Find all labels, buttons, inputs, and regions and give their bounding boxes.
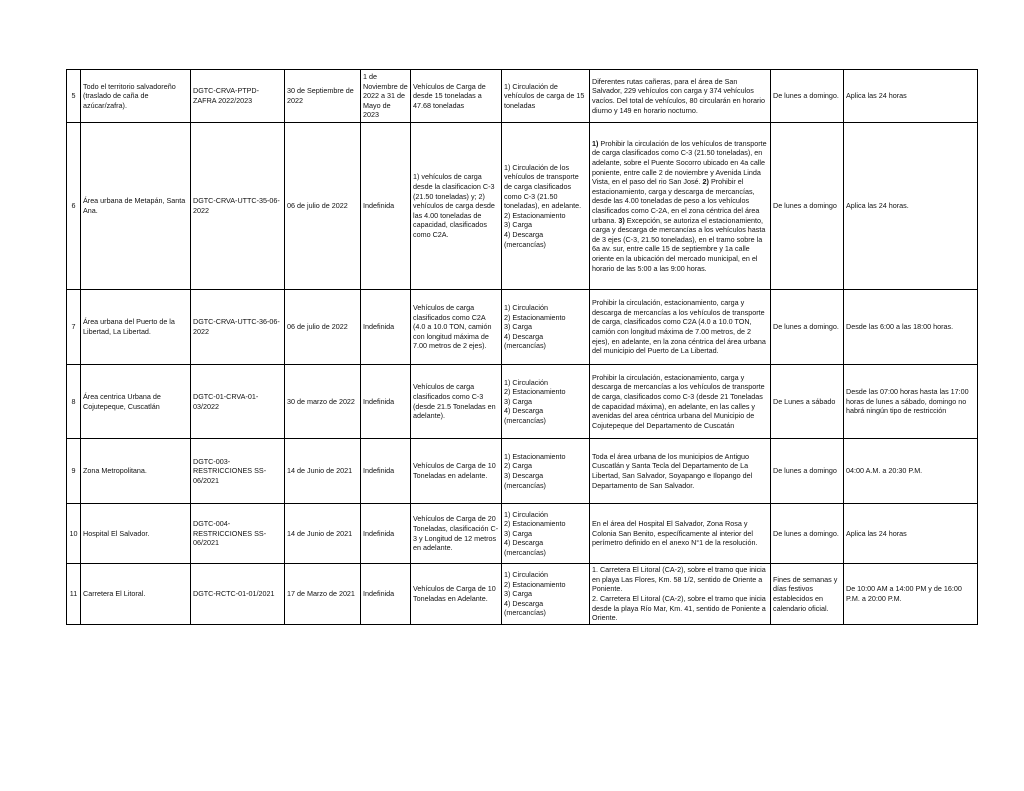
row-number: 11 [67,564,81,625]
validity-cell: Indefinida [361,123,411,290]
validity-cell: 1 de Noviembre de 2022 a 31 de Mayo de 2023 [361,70,411,123]
table-row [67,290,978,365]
days-cell: De lunes a domingo. [771,290,844,365]
schedule-cell: 04:00 A.M. a 20:30 P.M. [844,439,978,504]
restriction-cell: 1) Circulación 2) Estacionamiento 3) Carga 4) Descarga (mercancías) [502,564,590,625]
vehicles-cell: Vehículos de carga clasificados como C-3 (desde 21.5 Toneladas en adelante). [411,365,502,439]
row-number: 10 [67,504,81,564]
detail-cell [590,123,771,290]
zone-cell: Todo el territorio salvadoreño (traslado de caña de azúcar/zafra). [81,70,191,123]
restrictions-table [66,69,978,625]
resolution-cell: DGTC-003-RESTRICCIONES SS-06/2021 [191,439,285,504]
resolution-cell: DGTC-CRVA-UTTC-35-06-2022 [191,123,285,290]
table-row [67,365,978,439]
detail-item-text: Prohibir el estacionamiento, carga y descarga de mercancías, desde las 4.00 toneladas de peso a los vehículos clasificados como C-2A, en el zona céntrica del área urbana. [592,177,760,225]
row-number: 7 [67,290,81,365]
validity-cell: Indefinida [361,439,411,504]
days-cell: Fines de semanas y días festivos establecidos en calendario oficial. [771,564,844,625]
detail-cell: Prohibir la circulación, estacionamiento, carga y descarga de mercancías a los vehículos de transporte de carga, clasificados como C-3 (desde 21 Toneladas de capacidad máxima), en adelante, en las calles y avenidas del area céntrica urbana del Municipio de Cojutepeque del Departamento de Cuscatán [590,365,771,439]
validity-cell: Indefinida [361,504,411,564]
days-cell: De Lunes a sábado [771,365,844,439]
zone-cell: Zona Metropolitana. [81,439,191,504]
row-number: 8 [67,365,81,439]
detail-cell: 1. Carretera El Litoral (CA-2), sobre el tramo que inicia en playa Las Flores, Km. 58 1/2, sentido de Oriente a Poniente. 2. Carretera El Litoral (CA-2), sobre el tramo que inicia desde la playa Río Mar, Km. 41, sentido de Poniente a Oriente. [590,564,771,625]
zone-cell: Carretera El Litoral. [81,564,191,625]
validity-cell: Indefinida [361,365,411,439]
vehicles-cell: Vehículos de Carga de 10 Toneladas en adelante. [411,439,502,504]
validity-cell: Indefinida [361,290,411,365]
days-cell: De lunes a domingo. [771,504,844,564]
zone-cell: Hospital El Salvador. [81,504,191,564]
resolution-cell: DGTC-CRVA-PTPD-ZAFRA 2022/2023 [191,70,285,123]
restriction-cell: 1) Circulación 2) Estacionamiento 3) Carga 4) Descarga (mercancías) [502,365,590,439]
row-number: 5 [67,70,81,123]
detail-item-text: Prohibir la circulación de los vehículos de transporte de carga clasificados como C-3 (21.50 toneladas), en adelante, sobre el Puente Socorro ubicado en 4a calle poniente, entre calle 2 de noviembre y Avenida Linda Vista, en el paso del rio San José. [592,138,767,187]
resolution-cell: DGTC-01-CRVA-01-03/2022 [191,365,285,439]
resolution-cell: DGTC-004-RESTRICCIONES SS-06/2021 [191,504,285,564]
detail-cell: Prohibir la circulación, estacionamiento, carga y descarga de mercancías a los vehículos de transporte de carga, clasificados como C2A (4.0 a 10.0 TON, camión con longitud máxima de 7.00 metros, de 2 ejes), en adelante, en la zona céntrica del área urbana del municipio del Puerto de La Libertad. [590,290,771,365]
vehicles-cell: Vehículos de Carga de 10 Toneladas en Adelante. [411,564,502,625]
date-cell: 30 de Septiembre de 2022 [285,70,361,123]
vehicles-cell: Vehículos de carga clasificados como C2A (4.0 a 10.0 TON, camión con longitud máxima de 7.00 metros de 2 ejes). [411,290,502,365]
vehicles-cell: Vehículos de Carga de 20 Toneladas, clasificación C-3 y Longitud de 12 metros en adelante. [411,504,502,564]
restriction-cell: 1) Circulación de vehículos de carga de 15 toneladas [502,70,590,123]
table-row [67,564,978,625]
schedule-cell: Aplica las 24 horas. [844,123,978,290]
schedule-cell: Aplica las 24 horas [844,504,978,564]
detail-item-number: 2) [702,177,709,187]
schedule-cell: Desde las 07:00 horas hasta las 17:00 horas de lunes a sábado, domingo no habrá ningún tipo de restricción [844,365,978,439]
detail-item-number: 3) [618,215,625,225]
resolution-cell: DGTC-CRVA-UTTC-36-06-2022 [191,290,285,365]
restriction-cell: 1) Circulación 2) Estacionamiento 3) Carga 4) Descarga (mercancías) [502,290,590,365]
detail-item-number: 1) [592,138,599,148]
detail-cell: Toda el área urbana de los municipios de Antiguo Cuscatlán y Santa Tecla del Departamento de La Libertad, San Salvador, Soyapango e Ilopango del Departamento de San Salvador. [590,439,771,504]
schedule-cell: Aplica las 24 horas [844,70,978,123]
detail-item-text: Excepción, se autoriza el estacionamiento, carga y descarga de mercancías a los vehículos hasta de 3 ejes (C-3, 21.50 toneladas), en el tramo sobre la 6a av. sur, entre calle 15 de septiembre y 1a calle oriente en la ubicación del mercado municipal, en el horario de las 5:00 a las 9:00 horas. [592,215,766,273]
days-cell: De lunes a domingo [771,123,844,290]
date-cell: 06 de julio de 2022 [285,290,361,365]
date-cell: 17 de Marzo de 2021 [285,564,361,625]
validity-cell: Indefinida [361,564,411,625]
days-cell: De lunes a domingo [771,439,844,504]
zone-cell: Área centrica Urbana de Cojutepeque, Cuscatlán [81,365,191,439]
table-row [67,504,978,564]
zone-cell: Área urbana del Puerto de la Libertad, La Libertad. [81,290,191,365]
table-row [67,70,978,123]
schedule-cell: De 10:00 AM a 14:00 PM y de 16:00 P.M. a 20:00 P.M. [844,564,978,625]
date-cell: 06 de julio de 2022 [285,123,361,290]
schedule-cell: Desde las 6:00 a las 18:00 horas. [844,290,978,365]
vehicles-cell: 1) vehículos de carga desde la clasificacion C-3 (21.50 toneladas) y; 2) vehículos de carga desde las 4.00 toneladas de capacidad, clasificados como C2A. [411,123,502,290]
table-row [67,439,978,504]
date-cell: 14 de Junio de 2021 [285,504,361,564]
vehicles-cell: Vehículos de Carga de desde 15 toneladas a 47.68 toneladas [411,70,502,123]
table-row [67,123,978,290]
detail-cell: Diferentes rutas cañeras, para el área de San Salvador, 229 vehículos con carga y 374 vehículos vacíos. Del total de vehículos, 80 circularán en horario diurno y 149 en horario nocturno. [590,70,771,123]
detail-cell: En el área del Hospital El Salvador, Zona Rosa y Colonia San Benito, específicamente al interior del perímetro definido en el anexo N°1 de la resolución. [590,504,771,564]
restriction-cell: 1) Estacionamiento 2) Carga 3) Descarga (mercancías) [502,439,590,504]
date-cell: 14 de Junio de 2021 [285,439,361,504]
row-number: 9 [67,439,81,504]
days-cell: De lunes a domingo. [771,70,844,123]
row-number: 6 [67,123,81,290]
date-cell: 30 de marzo de 2022 [285,365,361,439]
resolution-cell: DGTC-RCTC-01-01/2021 [191,564,285,625]
zone-cell: Área urbana de Metapán, Santa Ana. [81,123,191,290]
restriction-cell: 1) Circulación de los vehículos de transporte de carga clasificados como C-3 (21.50 toneladas), en adelante. 2) Estacionamiento 3) Carga 4) Descarga (mercancías) [502,123,590,290]
restriction-cell: 1) Circulación 2) Estacionamiento 3) Carga 4) Descarga (mercancías) [502,504,590,564]
